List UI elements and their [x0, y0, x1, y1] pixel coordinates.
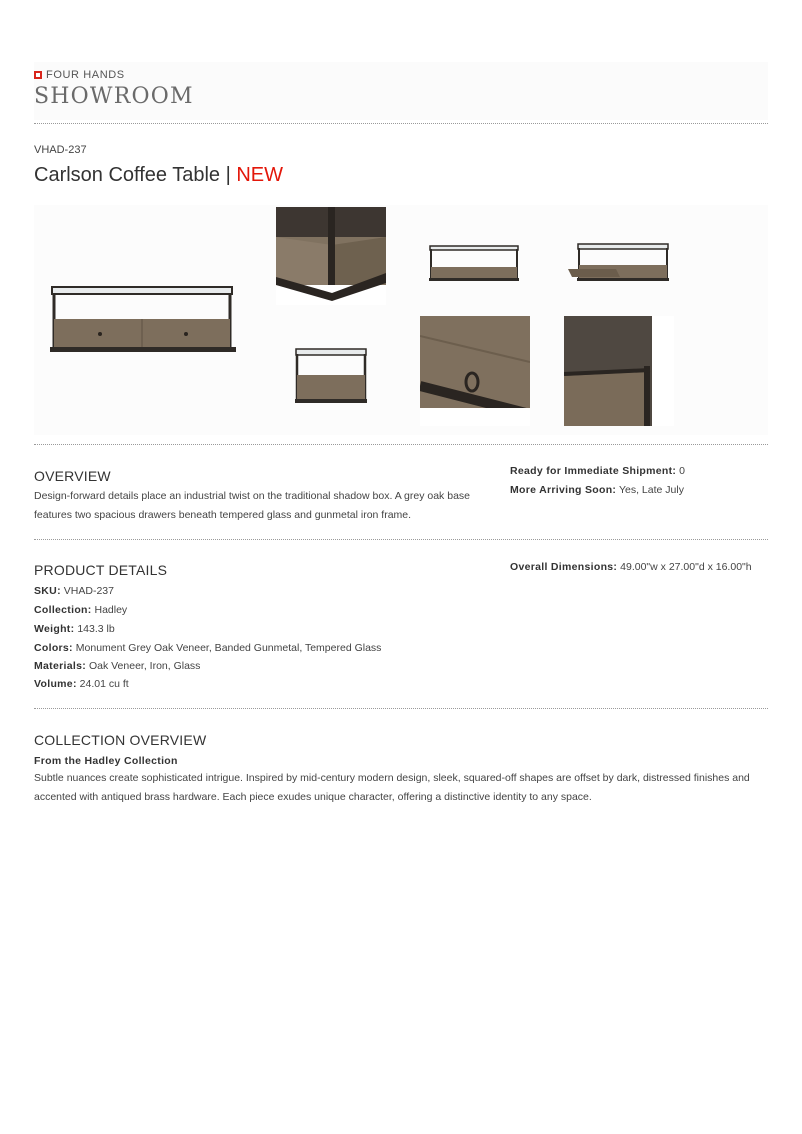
- side-view-image[interactable]: [294, 345, 368, 405]
- detail-label: Collection:: [34, 604, 92, 616]
- product-details-heading: PRODUCT DETAILS: [34, 562, 168, 578]
- divider: [34, 708, 768, 709]
- detail-row-colors: [34, 642, 381, 654]
- drawer-open-image[interactable]: [566, 241, 672, 285]
- page-title: [34, 164, 283, 187]
- detail-label: Volume:: [34, 678, 77, 690]
- detail-row-collection: [34, 604, 127, 616]
- detail-value: 143.3 lb: [77, 623, 115, 635]
- overall-dimensions: [510, 561, 752, 573]
- logo-square-icon: [34, 71, 42, 79]
- front-view-image[interactable]: [428, 243, 520, 283]
- overview-text: Design-forward details place an industrial twist on the traditional shadow box. A grey oak base features two spacious drawers beneath tempered glass and gunmetal iron frame.: [34, 490, 470, 521]
- overview-heading: OVERVIEW: [34, 468, 111, 484]
- collection-subheading: [34, 755, 178, 767]
- detail-label: SKU:: [34, 585, 61, 597]
- collection-subheading-text: From the Hadley Collection: [34, 755, 178, 767]
- divider: [34, 539, 768, 540]
- detail-label: Materials:: [34, 660, 87, 672]
- header: [34, 62, 768, 120]
- divider: [34, 123, 768, 124]
- collection-heading: COLLECTION OVERVIEW: [34, 732, 207, 748]
- detail-value: Monument Grey Oak Veneer, Banded Gunmetal, Tempered Glass: [75, 642, 382, 654]
- detail-value: Oak Veneer, Iron, Glass: [88, 660, 201, 672]
- brand-logo: [34, 69, 125, 81]
- new-badge: NEW: [236, 164, 284, 186]
- shipment-label: Ready for Immediate Shipment:: [510, 465, 677, 477]
- detail-row-sku: [34, 585, 114, 597]
- detail-row-volume: [34, 678, 129, 690]
- brand-name: FOUR HANDS: [46, 69, 125, 81]
- glass-top-image[interactable]: [564, 316, 674, 426]
- dimensions-label: Overall Dimensions:: [510, 561, 618, 573]
- dimensions-value: 49.00"w x 27.00"d x 16.00"h: [620, 561, 752, 573]
- drawer-pull-image[interactable]: [420, 316, 530, 426]
- detail-value: 24.01 cu ft: [79, 678, 129, 690]
- brand-showroom: SHOWROOM: [34, 84, 194, 109]
- corner-detail-image[interactable]: [276, 207, 386, 305]
- detail-label: Colors:: [34, 642, 73, 654]
- main-product-image[interactable]: [48, 283, 238, 355]
- product-code: VHAD-237: [34, 144, 87, 156]
- collection-text: Subtle nuances create sophisticated intrigue. Inspired by mid-century modern design, sleek, squared-off shapes are offset by dark, distressed finishes and accented with antiqued brass hardware. Each piece exudes unique character, offering a distinctive identity to any space.: [34, 772, 750, 803]
- detail-value: Hadley: [94, 604, 128, 616]
- image-gallery: [34, 205, 768, 435]
- shipment-status: [510, 465, 685, 477]
- detail-value: VHAD-237: [63, 585, 114, 597]
- detail-row-weight: [34, 623, 115, 635]
- product-title: Carlson Coffee Table |: [34, 164, 237, 186]
- arriving-status: [510, 484, 684, 496]
- divider: [34, 444, 768, 445]
- arriving-value: Yes, Late July: [618, 484, 684, 496]
- detail-label: Weight:: [34, 623, 75, 635]
- shipment-value: 0: [679, 465, 685, 477]
- arriving-label: More Arriving Soon:: [510, 484, 617, 496]
- detail-row-materials: [34, 660, 200, 672]
